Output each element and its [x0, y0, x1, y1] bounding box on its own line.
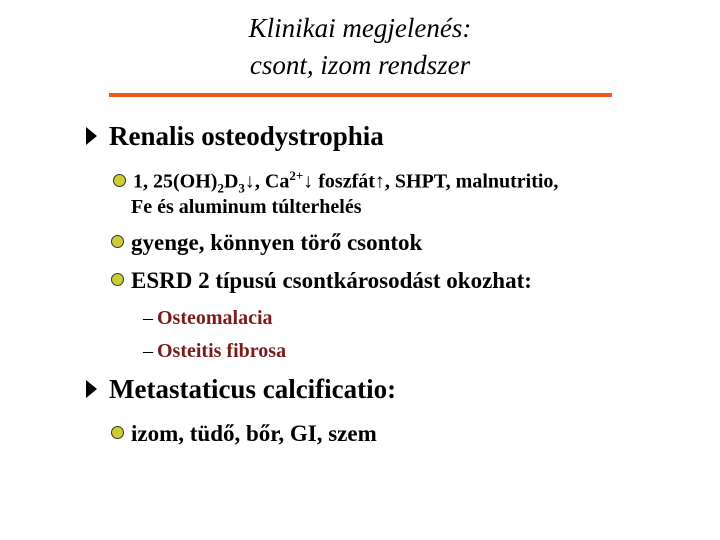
- title-line-1: Klinikai megjelenés:: [248, 13, 472, 43]
- heading-metastaticus: Metastaticus calcificatio:: [86, 374, 396, 405]
- triangle-bullet-icon: [86, 380, 97, 398]
- dash-bullet-icon: –: [143, 340, 153, 362]
- arrow-down-icon: ↓: [303, 170, 314, 193]
- bullet-vitamin-d-line2: Fe és aluminum túlterhelés: [131, 196, 362, 218]
- heading-renalis: Renalis osteodystrophia: [86, 121, 384, 152]
- bullet-weak-bones: gyenge, könnyen törő csontok: [111, 230, 422, 256]
- arrow-down-icon: ↓: [244, 170, 255, 193]
- bullet-dot-icon: [111, 426, 124, 439]
- bullet-dot-icon: [113, 174, 126, 187]
- bullet-esrd: ESRD 2 típusú csontkárosodást okozhat:: [111, 268, 532, 294]
- title-line-2: csont, izom rendszer: [249, 50, 471, 80]
- title-divider: [109, 93, 612, 97]
- triangle-bullet-icon: [86, 127, 97, 145]
- bullet-dot-icon: [111, 235, 124, 248]
- bullet-vitamin-d: 1, $25(OH)_2D_3↓$, $Ca^{2+}↓$ foszfát↑, SHPT, malnutritio,: [113, 168, 558, 197]
- sub-item-osteitis: – Osteitis fibrosa: [143, 340, 287, 362]
- arrow-up-icon: ↑: [374, 170, 385, 193]
- sub-item-osteomalacia: – Osteomalacia: [143, 307, 273, 329]
- slide-title: [0, 10, 720, 84]
- bullet-dot-icon: [111, 273, 124, 286]
- dash-bullet-icon: –: [143, 307, 153, 329]
- bullet-organs: izom, tüdő, bőr, GI, szem: [111, 421, 377, 447]
